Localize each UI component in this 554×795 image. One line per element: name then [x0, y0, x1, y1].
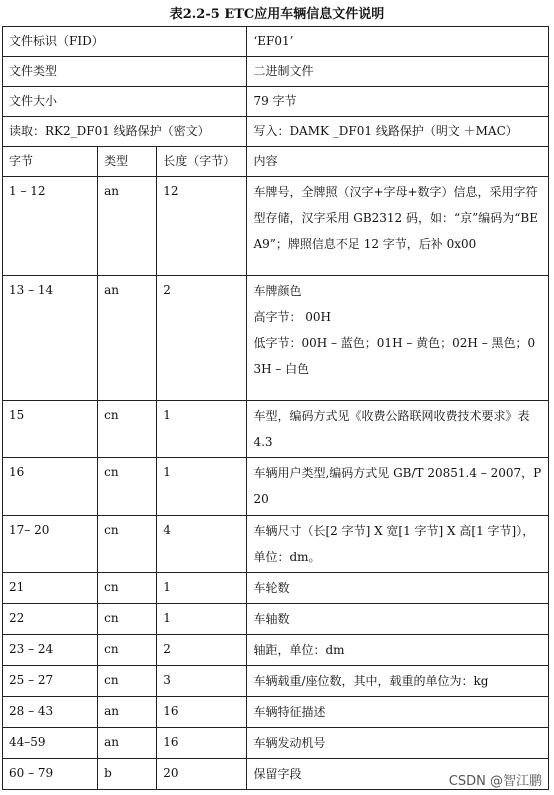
type-cell: an	[98, 276, 157, 401]
content-line: 车轮数	[253, 581, 290, 595]
header-row	[3, 147, 549, 177]
bytes-cell: 25 – 27	[3, 666, 98, 697]
type-cell: an	[98, 697, 157, 728]
table-row	[3, 177, 549, 276]
bytes-cell: 60 – 79	[3, 759, 98, 790]
column-header: 类型	[98, 147, 157, 177]
bytes-cell: 15	[3, 401, 98, 458]
content-line: 车辆载重/座位数，其中，载重的单位为：kg	[253, 674, 489, 688]
info-value: 二进制文件	[247, 57, 549, 87]
column-header: 长度（字节）	[157, 147, 247, 177]
info-row	[3, 87, 549, 117]
length-cell: 1	[157, 458, 247, 516]
content-line: 保留字段	[253, 767, 302, 781]
content-line: 高字节： 00H	[253, 310, 331, 324]
info-value: ‘EF01’	[247, 27, 549, 57]
bytes-cell: 22	[3, 604, 98, 635]
type-cell: cn	[98, 635, 157, 666]
info-label: 文件类型	[3, 57, 247, 87]
content-line: 车辆特征描述	[253, 705, 326, 719]
type-cell: cn	[98, 666, 157, 697]
content-cell	[247, 401, 549, 458]
length-cell: 2	[157, 276, 247, 401]
table-row	[3, 573, 549, 604]
content-line: 轴距，单位：dm	[253, 643, 345, 657]
type-cell: cn	[98, 401, 157, 458]
table-row	[3, 276, 549, 401]
table-row	[3, 666, 549, 697]
bytes-cell: 21	[3, 573, 98, 604]
length-cell: 16	[157, 728, 247, 759]
table-row	[3, 401, 549, 458]
content-line: 车牌号，全牌照（汉字+字母+数字）信息，采用字符型存储，汉字采用 GB2312 码，如：“京”编码为“BEA9”；牌照信息不足 12 字节，后补 0x00	[253, 185, 538, 251]
info-label: 文件大小	[3, 87, 247, 117]
length-cell: 3	[157, 666, 247, 697]
content-line: 车辆用户类型,编码方式见 GB/T 20851.4 – 2007，P20	[253, 466, 542, 506]
table-row	[3, 516, 549, 573]
info-row	[3, 27, 549, 57]
table-row	[3, 458, 549, 516]
info-value: 写入：DAMK _DF01 线路保护（明文 ＋MAC）	[247, 117, 549, 147]
content-line: 车辆尺寸（长[2 字节] X 宽[1 字节] X 高[1 字节]），单位：dm。	[253, 524, 535, 564]
content-cell	[247, 177, 549, 276]
length-cell: 1	[157, 573, 247, 604]
table-row	[3, 728, 549, 759]
info-label: 文件标识（FID）	[3, 27, 247, 57]
column-header: 内容	[247, 147, 549, 177]
type-cell: an	[98, 177, 157, 276]
bytes-cell: 17– 20	[3, 516, 98, 573]
content-cell	[247, 573, 549, 604]
length-cell: 1	[157, 604, 247, 635]
length-cell: 2	[157, 635, 247, 666]
vehicle-info-table	[2, 26, 549, 790]
content-line: 车辆发动机号	[253, 736, 326, 750]
type-cell: cn	[98, 458, 157, 516]
bytes-cell: 44–59	[3, 728, 98, 759]
content-cell	[247, 458, 549, 516]
content-cell	[247, 666, 549, 697]
bytes-cell: 16	[3, 458, 98, 516]
table-title: 表2.2-5 ETC应用车辆信息文件说明	[169, 7, 385, 22]
bytes-cell: 1 – 12	[3, 177, 98, 276]
info-row	[3, 57, 549, 87]
length-cell: 16	[157, 697, 247, 728]
bytes-cell: 28 – 43	[3, 697, 98, 728]
length-cell: 1	[157, 401, 247, 458]
info-value: 79 字节	[247, 87, 549, 117]
type-cell: an	[98, 728, 157, 759]
content-cell	[247, 516, 549, 573]
content-cell	[247, 276, 549, 401]
content-cell	[247, 604, 549, 635]
length-cell: 4	[157, 516, 247, 573]
type-cell: cn	[98, 604, 157, 635]
length-cell: 12	[157, 177, 247, 276]
bytes-cell: 13 – 14	[3, 276, 98, 401]
type-cell: cn	[98, 516, 157, 573]
table-row	[3, 697, 549, 728]
column-header: 字节	[3, 147, 98, 177]
table-row	[3, 635, 549, 666]
content-line: 低字节：00H – 蓝色；01H – 黄色；02H – 黑色；03H – 白色	[253, 336, 536, 376]
type-cell: cn	[98, 573, 157, 604]
info-row	[3, 117, 549, 147]
content-cell	[247, 635, 549, 666]
bytes-cell: 23 – 24	[3, 635, 98, 666]
content-line: 车牌颜色	[253, 284, 302, 298]
content-line: 车型，编码方式见《收费公路联网收费技术要求》表 4.3	[253, 409, 530, 449]
watermark: CSDN @智江鹏	[448, 774, 542, 789]
content-line: 车轴数	[253, 612, 290, 626]
content-cell	[247, 728, 549, 759]
table-row	[3, 604, 549, 635]
content-cell	[247, 697, 549, 728]
info-label: 读取：RK2_DF01 线路保护（密文）	[3, 117, 247, 147]
length-cell: 20	[157, 759, 247, 790]
type-cell: b	[98, 759, 157, 790]
